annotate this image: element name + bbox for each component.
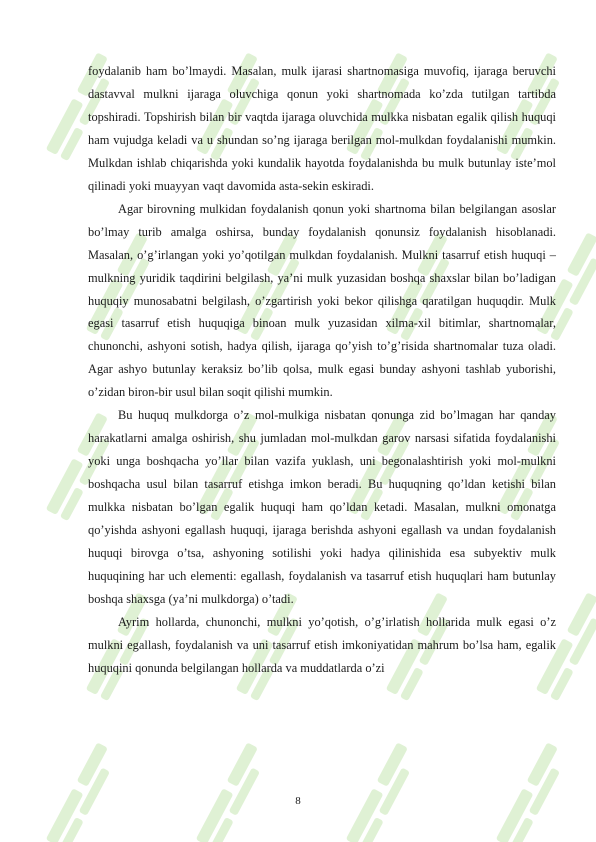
watermark-mark xyxy=(46,742,120,842)
watermark-mark xyxy=(346,742,420,842)
watermark-mark xyxy=(196,742,270,842)
paragraph-1: foydalanib ham bo’lmaydi. Masalan, mulk ijarasi shartnomasiga muvofiq, ijaraga beruvchi dastavval mulkni ijaraga oluvchiga qonun yoki shartnomada ko’zda tutilgan tartibda topshiradi. Topshirish bilan bir vaqtda ijaraga oluvchida mulkka nisbatan egalik qilish huquqi ham vujudga keladi va u shundan so’ng ijaraga berilgan mol-mulkdan foydalanishi mumkin. Mulkdan ishlab chiqarishda yoki kundalik hayotda foydalanishda bu mulk butunlay iste’mol qilinadi yoki muayyan vaqt davomida asta-sekin eskiradi. xyxy=(88,64,556,193)
paragraph-2: Agar birovning mulkidan foydalanish qonun yoki shartnoma bilan belgilangan asoslar bo’lmay turib amalga oshirsa, bunday foydalanish qonunsiz foydalanish hisoblanadi. Masalan, o’g’irlangan yoki yo’qotilgan mulkdan foydalanish. Mulkni tasarruf etish huquqi – mulkning yuridik taqdirini belgilash, ya’ni mulk yuzasidan boshqa shaxslar bilan bo’ladigan huquqiy munosabatni belgilash, o’zgartirish yoki bekor qilishga qaratilgan huquqdir. Mulk egasi tasarruf etish huquqiga binoan mulk yuzasidan xilma-xil bitimlar, shartnomalar, chunonchi, ashyoni sotish, hadya qilish, ijaraga qo’yish to’g’risida shartnomalar tuza oladi. Agar ashyo butunlay keraksiz bo’lib qolsa, mulk egasi bunday ashyoni tashlab yuborishi, o’zidan biron-bir usul bilan soqit qilishi mumkin. xyxy=(88,201,556,400)
body-text xyxy=(88,60,556,680)
page-number: 8 xyxy=(295,795,301,807)
watermark-mark xyxy=(496,742,570,842)
paragraph-3: Bu huquq mulkdorga o’z mol-mulkiga nisbatan qonunga zid bo’lmagan har qanday harakatlarni amalga oshirish, shu jumladan mol-mulkdan garov narsasi sifatida foydalanishi yoki unga boshqacha yo’llar bilan vazifa yuklash, uni begonalashtirish yoki mol-mulkni boshqacha usul bilan tasarruf etishga imkon beradi. Bu huquqning qo’ldan ketishi bilan mulkka nisbatan bo’lgan egalik huquqi ham qo’ldan ketadi. Masalan, mulkni omonatga qo’yishda ashyoni egallash huquqi, ijaraga berishda ashyoni egallash va undan foydalanish huquqi birovga o’tsa, ashyoning sotilishi yoki hadya qilinishida esa subyektiv mulk huquqining har uch elementi: egallash, foydalanish va tasarruf etish huquqlari ham butunlay boshqa shaxsga (ya’ni mulkdorga) o’tadi. xyxy=(88,408,556,606)
paragraph-4: Ayrim hollarda, chunonchi, mulkni yo’qotish, o’g’irlatish hollarida mulk egasi o’z mulkni egallash, foydalanish va uni tasarruf etish imkoniyatidan mahrum bo’lsa ham, egalik huquqini qonunda belgilangan hollarda va muddatlarda o’zi xyxy=(88,614,556,675)
